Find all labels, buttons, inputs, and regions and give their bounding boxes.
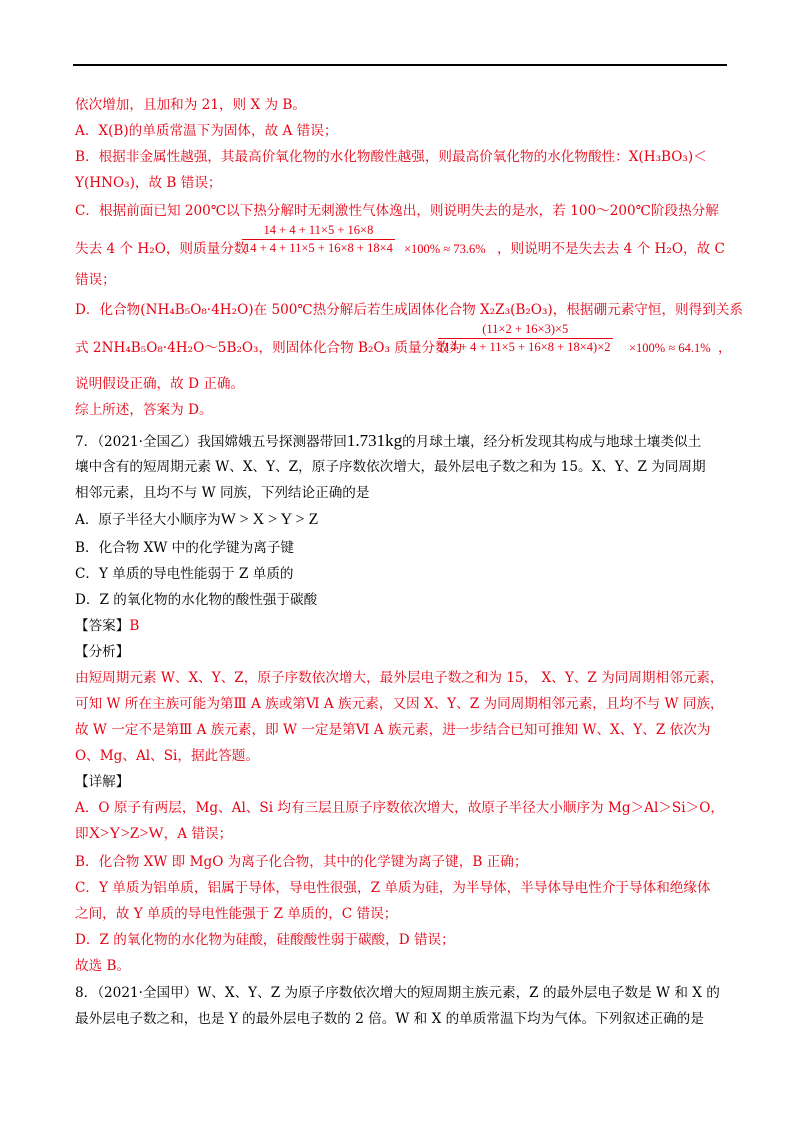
solution-option-d-cont: 式 2NH₄B₅O₈·4H₂O～5B₂O₃，则固体化合物 B₂O₃ 质量分数为 <box>75 340 463 356</box>
question-7-option-d: D．Z 的氧化物的水化物的酸性强于碳酸 <box>75 592 318 608</box>
analysis-line-1: 由短周期元素 W、X、Y、Z，原子序数依次增大，最外层电子数之和为 15， X、Y、Z 为同周期相邻元素， <box>75 670 724 686</box>
answer-label: 【答案】 <box>75 618 130 634</box>
detail-c: C．Y 单质为铝单质，铝属于导体，导电性很强，Z 单质为硅，为半导体，半导体导电性介于导体和绝缘体 <box>75 880 711 896</box>
answer-value: B <box>129 618 140 634</box>
fraction-numerator: (11×2 + 16×3)×5 <box>438 322 613 339</box>
question-7-line-1 <box>75 431 701 452</box>
fraction-numerator: 14 + 4 + 11×5 + 16×8 <box>242 223 395 240</box>
detail-c-cont: 之间，故 Y 单质的导电性能强于 Z 单质的，C 错误； <box>75 906 398 922</box>
fraction-tail: ×100% ≈ 73.6% <box>404 242 486 256</box>
detail-d: D．Z 的氧化物的水化物为硅酸，硅酸酸性弱于碳酸，D 错误； <box>75 932 455 948</box>
question-7-line-3: 相邻元素，且均不与 W 同族，下列结论正确的是 <box>75 485 370 501</box>
solution-line: 依次增加，且加和为 21，则 X 为 B。 <box>75 97 306 113</box>
choose-line: 故选 B。 <box>75 958 131 974</box>
question-7-option-a <box>75 510 318 530</box>
math-mass: 1.731kg <box>346 431 403 450</box>
detail-a-cont <box>75 824 232 844</box>
question-8-line-2: 最外层电子数之和，也是 Y 的最外层电子数的 2 倍。W 和 X 的单质常温下均为气体。下列叙述正确的是 <box>75 1011 704 1027</box>
solution-option-a: A．X(B)的单质常温下为固体，故 A 错误； <box>75 123 338 139</box>
analysis-line-3: 故 W 一定不是第Ⅲ A 族元素，即 W 一定是第Ⅵ A 族元素，进一步结合已知可推知 W、X、Y、Z 依次为 <box>75 722 711 738</box>
fraction-c <box>242 223 395 256</box>
text-span: 即 <box>75 826 89 842</box>
solution-option-b-cont: Y(HNO₃)，故 B 错误； <box>75 175 222 191</box>
solution-option-c-end2: 错误； <box>75 272 116 288</box>
fraction-d <box>438 322 613 355</box>
solution-option-c: C．根据前面已知 200℃以下热分解时无刺激性气体逸出，则说明失去的是水，若 100～200℃阶段热分解 <box>75 203 719 219</box>
detail-b: B．化合物 XW 即 MgO 为离子化合物，其中的化学键为离子键，B 正确； <box>75 854 528 870</box>
question-8-line-1: 8．（2021·全国甲）W、X、Y、Z 为原子序数依次增大的短周期主族元素，Z 的最外层电子数是 W 和 X 的 <box>75 985 720 1001</box>
analysis-label: 【分析】 <box>75 644 130 660</box>
comma: ， <box>718 340 732 356</box>
header-rule <box>73 64 727 66</box>
solution-option-d: D．化合物(NH₄B₅O₈·4H₂O)在 500℃热分解后若生成固体化合物 X₂Z₃(B₂O₃)，根据硼元素守恒，则得到关系 <box>75 302 744 318</box>
solution-option-c-end: ，则说明不是失去去 4 个 H₂O，故 C <box>497 241 725 257</box>
fraction-tail: ×100% ≈ 64.1% <box>629 341 711 355</box>
fraction-denominator: (14 + 4 + 11×5 + 16×8 + 18×4)×2 <box>440 340 611 354</box>
solution-option-b: B．根据非金属性越强，其最高价氧化物的水化物酸性越强，则最高价氧化物的水化物酸性：X(H₃BO₃)＜ <box>75 149 707 165</box>
text-span: 的月球土壤，经分析发现其构成与地球土壤类似土 <box>402 434 702 450</box>
solution-option-c-cont <box>75 239 247 259</box>
question-7-option-c: C．Y 单质的导电性能弱于 Z 单质的 <box>75 566 294 582</box>
text-span: A．原子半径大小顺序为 <box>75 512 221 528</box>
detail-label: 【详解】 <box>75 774 130 790</box>
fraction-denominator: 14 + 4 + 11×5 + 16×8 + 18×4 <box>244 241 393 255</box>
text-span: ，A 错误； <box>163 826 233 842</box>
text-span: 7．（2021·全国乙）我国嫦娥五号探测器带回 <box>75 434 347 450</box>
answer-line <box>75 616 139 636</box>
text-span: 失去 4 个 H₂O，则质量分数 <box>75 241 248 257</box>
solution-summary: 综上所述，答案为 D。 <box>75 402 213 418</box>
solution-option-d-end: 说明假设正确，故 D 正确。 <box>75 376 245 392</box>
analysis-line-4: O、Mg、Al、Si，据此答题。 <box>75 748 259 764</box>
analysis-line-2: 可知 W 所在主族可能为第Ⅲ A 族或第Ⅵ A 族元素，又因 X、Y、Z 为同周期相邻元素，且均不与 W 同族， <box>75 696 724 712</box>
math-order: W > X > Y > Z <box>220 511 319 528</box>
question-7-option-b: B．化合物 XW 中的化学键为离子键 <box>75 540 294 556</box>
detail-a: A．O 原子有两层，Mg、Al、Si 均有三层且原子序数依次增大，故原子半径大小顺序为 Mg＞Al＞Si＞O， <box>75 800 724 816</box>
question-7-line-2: 壤中含有的短周期元素 W、X、Y、Z，原子序数依次增大，最外层电子数之和为 15。X、Y、Z 为同周期 <box>75 459 706 475</box>
math-order: X>Y>Z>W <box>88 825 164 842</box>
